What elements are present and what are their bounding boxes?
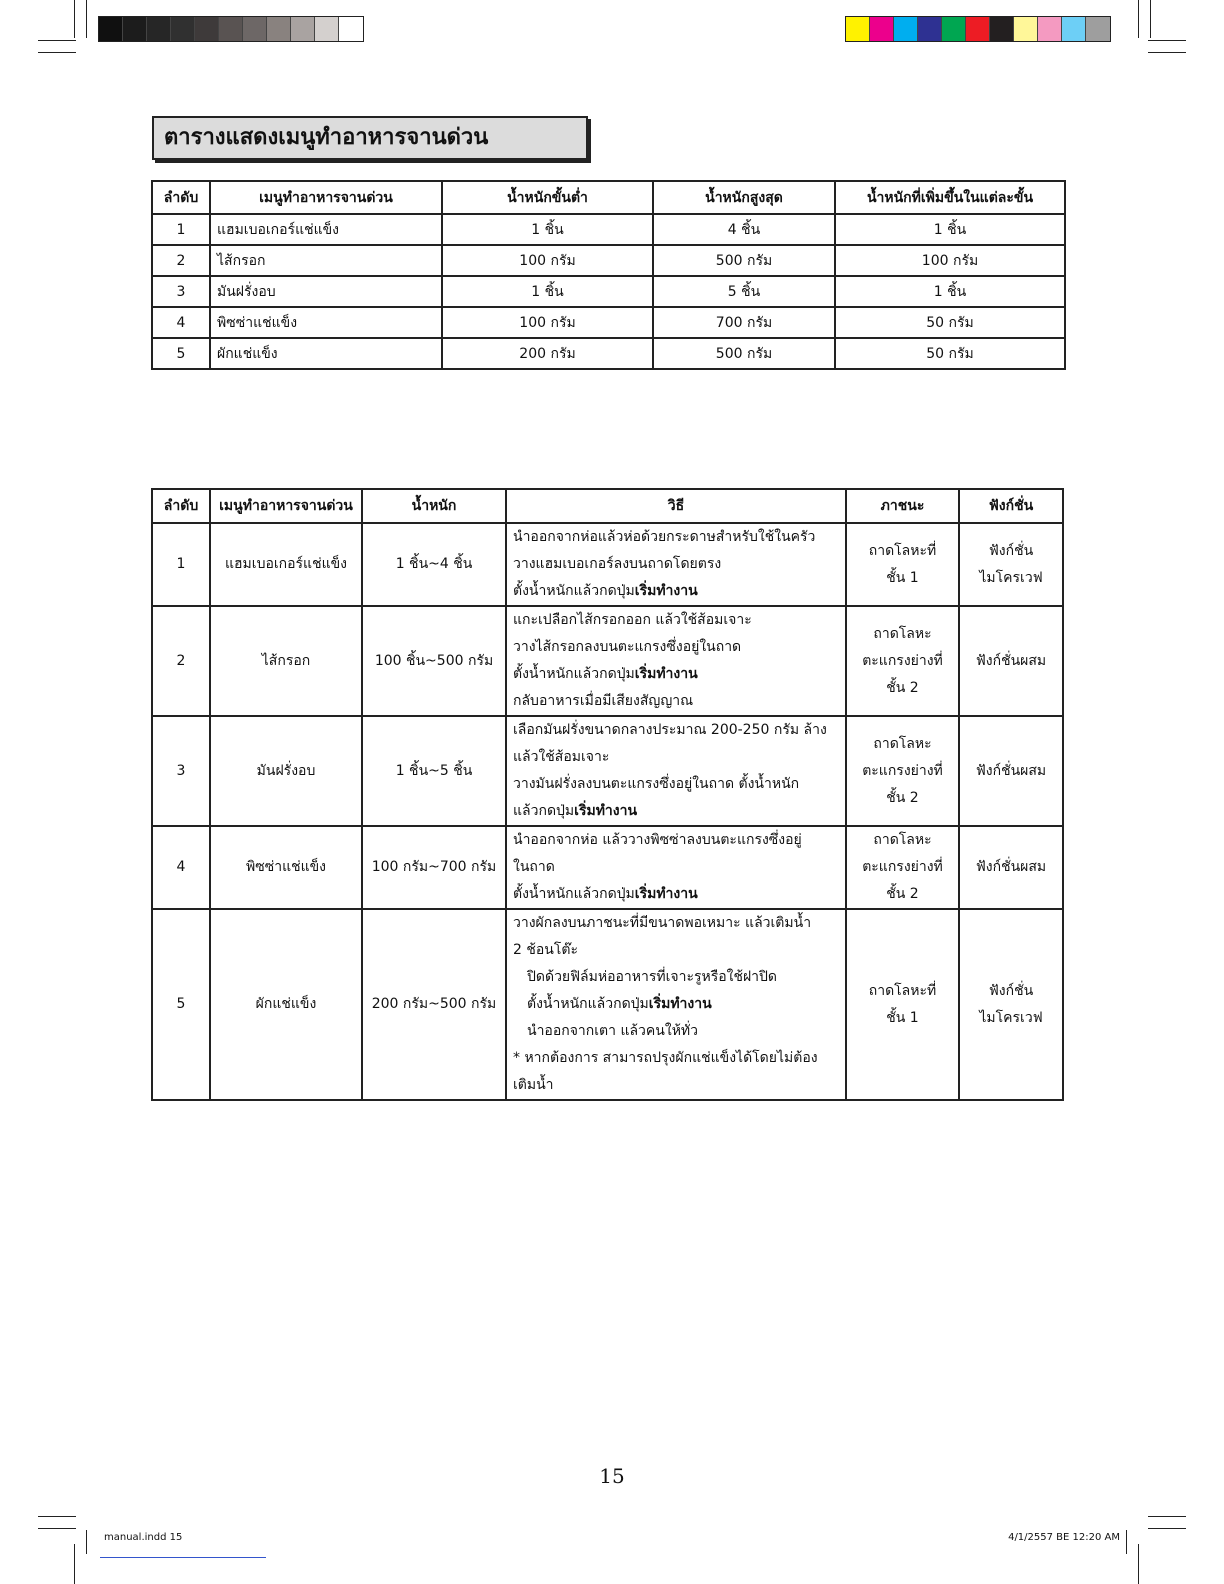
max-weight: 700 กรัม <box>653 307 835 338</box>
table-row <box>152 307 1065 338</box>
function-cell <box>959 909 1063 1100</box>
column-header: น้ำหนัก <box>362 489 506 523</box>
row-number: 4 <box>152 307 210 338</box>
color-swatch <box>171 17 195 41</box>
row-number: 2 <box>152 606 210 716</box>
color-swatch <box>1038 17 1062 41</box>
vessel-line: ชั้น 2 <box>886 789 919 806</box>
method-cell <box>506 909 846 1100</box>
method-line: ในถาด <box>513 859 555 875</box>
column-header: น้ำหนักสูงสุด <box>653 181 835 214</box>
table-row <box>152 826 1063 909</box>
footer-underline <box>100 1557 266 1558</box>
vessel-cell <box>846 826 959 909</box>
function-cell: ฟังก์ชั่นผสม <box>959 716 1063 826</box>
menu-name: พิซซ่าแช่แข็ง <box>210 307 442 338</box>
color-swatch <box>267 17 291 41</box>
vessel-line: ชั้น 1 <box>886 569 919 586</box>
weight-range: 200 กรัม~500 กรัม <box>362 909 506 1100</box>
color-swatch <box>846 17 870 41</box>
method-line: 2 ช้อนโต๊ะ <box>513 942 578 958</box>
column-header: น้ำหนักขั้นต่ำ <box>442 181 653 214</box>
method-line: นำออกจากเตา แล้วคนให้ทั่ว <box>527 1023 699 1039</box>
vessel-cell <box>846 606 959 716</box>
color-swatch <box>195 17 219 41</box>
method-cell <box>506 523 846 606</box>
table-row <box>152 338 1065 369</box>
menu-name: แฮมเบอเกอร์แช่แข็ง <box>210 523 362 606</box>
color-swatch <box>894 17 918 41</box>
color-swatch <box>942 17 966 41</box>
row-number: 2 <box>152 245 210 276</box>
method-line: * หากต้องการ สามารถปรุงผักแช่แข็งได้โดยไม่ต้อง <box>513 1050 818 1066</box>
color-swatch <box>990 17 1014 41</box>
footer-timestamp: 4/1/2557 BE 12:20 AM <box>1008 1532 1120 1543</box>
method-line: ตั้งน้ำหนักแล้วกดปุ่มเริ่มทำงาน <box>527 996 712 1012</box>
vessel-line: ถาดโลหะ <box>873 625 932 642</box>
function-line: ฟังก์ชั่น <box>988 982 1034 999</box>
start-label: เริ่มทำงาน <box>634 666 698 682</box>
function-line: ไมโครเวฟ <box>979 1009 1043 1026</box>
row-number: 5 <box>152 909 210 1100</box>
start-label: เริ่มทำงาน <box>574 803 638 819</box>
method-line: วางผักลงบนภาชนะที่มีขนาดพอเหมาะ แล้วเติมน้ำ <box>513 915 812 931</box>
table-row <box>152 523 1063 606</box>
row-number: 1 <box>152 214 210 245</box>
color-swatch <box>219 17 243 41</box>
min-weight: 100 กรัม <box>442 245 653 276</box>
vessel-line: ชั้น 1 <box>886 1009 919 1026</box>
function-cell: ฟังก์ชั่นผสม <box>959 826 1063 909</box>
function-cell <box>959 523 1063 606</box>
method-line: ตั้งน้ำหนักแล้วกดปุ่มเริ่มทำงาน <box>513 886 698 902</box>
table-row <box>152 606 1063 716</box>
method-line: เติมน้ำ <box>513 1077 554 1093</box>
weight-range: 100 กรัม~700 กรัม <box>362 826 506 909</box>
color-swatch <box>966 17 990 41</box>
function-line: ฟังก์ชั่น <box>988 542 1034 559</box>
method-cell <box>506 716 846 826</box>
color-calibration-bar <box>845 16 1111 42</box>
start-label: เริ่มทำงาน <box>648 996 712 1012</box>
weight-step: 50 กรัม <box>835 307 1065 338</box>
quick-menu-weight-table <box>151 180 1066 370</box>
weight-step: 100 กรัม <box>835 245 1065 276</box>
table-row <box>152 276 1065 307</box>
page-title: ตารางแสดงเมนูทำอาหารจานด่วน <box>152 116 588 160</box>
weight-range: 1 ชิ้น~5 ชิ้น <box>362 716 506 826</box>
vessel-line: ถาดโลหะที่ <box>868 542 937 559</box>
method-cell <box>506 826 846 909</box>
footer-filename: manual.indd 15 <box>104 1532 183 1543</box>
page-number: 15 <box>599 1464 625 1488</box>
method-line: แล้วใช้ส้อมเจาะ <box>513 749 610 765</box>
function-line: ไมโครเวฟ <box>979 569 1043 586</box>
min-weight: 1 ชิ้น <box>442 214 653 245</box>
method-line: เลือกมันฝรั่งขนาดกลางประมาณ 200-250 กรัม ล้าง <box>513 722 827 738</box>
weight-range: 100 ชิ้น~500 กรัม <box>362 606 506 716</box>
start-label: เริ่มทำงาน <box>634 886 698 902</box>
vessel-line: ถาดโลหะ <box>873 735 932 752</box>
color-swatch <box>1062 17 1086 41</box>
method-line: วางมันฝรั่งลงบนตะแกรงซึ่งอยู่ในถาด ตั้งน้ำหนัก <box>513 776 800 792</box>
max-weight: 4 ชิ้น <box>653 214 835 245</box>
vessel-line: ถาดโลหะที่ <box>868 982 937 999</box>
menu-name: ผักแช่แข็ง <box>210 338 442 369</box>
max-weight: 500 กรัม <box>653 245 835 276</box>
color-swatch <box>339 17 363 41</box>
method-line: กลับอาหารเมื่อมีเสียงสัญญาณ <box>513 693 694 709</box>
method-line: แกะเปลือกไส้กรอกออก แล้วใช้ส้อมเจาะ <box>513 612 752 628</box>
column-header: วิธี <box>506 489 846 523</box>
min-weight: 200 กรัม <box>442 338 653 369</box>
max-weight: 5 ชิ้น <box>653 276 835 307</box>
weight-range: 1 ชิ้น~4 ชิ้น <box>362 523 506 606</box>
method-line: นำออกจากห่อ แล้ววางพิซซ่าลงบนตะแกรงซึ่งอยู่ <box>513 832 802 848</box>
color-swatch <box>1086 17 1110 41</box>
table-row <box>152 716 1063 826</box>
row-number: 3 <box>152 276 210 307</box>
table-row <box>152 245 1065 276</box>
color-swatch <box>918 17 942 41</box>
quick-menu-method-table <box>151 488 1064 1101</box>
column-header: ฟังก์ชั่น <box>959 489 1063 523</box>
column-header: เมนูทำอาหารจานด่วน <box>210 181 442 214</box>
menu-name: แฮมเบอเกอร์แช่แข็ง <box>210 214 442 245</box>
table-row <box>152 214 1065 245</box>
column-header: เมนูทำอาหารจานด่วน <box>210 489 362 523</box>
vessel-line: ชั้น 2 <box>886 886 919 902</box>
color-swatch <box>291 17 315 41</box>
vessel-line: ตะแกรงย่างที่ <box>862 762 943 779</box>
row-number: 4 <box>152 826 210 909</box>
color-swatch <box>315 17 339 41</box>
start-label: เริ่มทำงาน <box>634 583 698 599</box>
column-header: ลำดับ <box>152 489 210 523</box>
method-line: วางไส้กรอกลงบนตะแกรงซึ่งอยู่ในถาด <box>513 639 742 655</box>
table-header-row <box>152 489 1063 523</box>
vessel-cell <box>846 716 959 826</box>
menu-name: มันฝรั่งอบ <box>210 276 442 307</box>
vessel-cell <box>846 909 959 1100</box>
column-header: น้ำหนักที่เพิ่มขึ้นในแต่ละขั้น <box>835 181 1065 214</box>
method-line: นำออกจากห่อแล้วห่อด้วยกระดาษสำหรับใช้ในครัว <box>513 529 816 545</box>
vessel-line: ชั้น 2 <box>886 679 919 696</box>
vessel-cell <box>846 523 959 606</box>
method-line: แล้วกดปุ่มเริ่มทำงาน <box>513 803 638 819</box>
menu-name: ไส้กรอก <box>210 245 442 276</box>
method-line: ตั้งน้ำหนักแล้วกดปุ่มเริ่มทำงาน <box>513 666 698 682</box>
method-line: ตั้งน้ำหนักแล้วกดปุ่มเริ่มทำงาน <box>513 583 698 599</box>
color-swatch <box>243 17 267 41</box>
menu-name: พิซซ่าแช่แข็ง <box>210 826 362 909</box>
weight-step: 50 กรัม <box>835 338 1065 369</box>
function-cell: ฟังก์ชั่นผสม <box>959 606 1063 716</box>
vessel-line: ตะแกรงย่างที่ <box>862 859 943 875</box>
color-swatch <box>147 17 171 41</box>
method-cell <box>506 606 846 716</box>
color-swatch <box>123 17 147 41</box>
menu-name: ผักแช่แข็ง <box>210 909 362 1100</box>
column-header: ลำดับ <box>152 181 210 214</box>
weight-step: 1 ชิ้น <box>835 214 1065 245</box>
min-weight: 100 กรัม <box>442 307 653 338</box>
max-weight: 500 กรัม <box>653 338 835 369</box>
method-line: ปิดด้วยฟิล์มห่ออาหารที่เจาะรูหรือใช้ฝาปิด <box>527 969 778 985</box>
row-number: 3 <box>152 716 210 826</box>
color-swatch <box>99 17 123 41</box>
column-header: ภาชนะ <box>846 489 959 523</box>
vessel-line: ตะแกรงย่างที่ <box>862 652 943 669</box>
vessel-line: ถาดโลหะ <box>873 832 932 848</box>
color-swatch <box>1014 17 1038 41</box>
table-header-row <box>152 181 1065 214</box>
method-line: วางแฮมเบอเกอร์ลงบนถาดโดยตรง <box>513 556 722 572</box>
gray-calibration-bar <box>98 16 364 42</box>
weight-step: 1 ชิ้น <box>835 276 1065 307</box>
menu-name: มันฝรั่งอบ <box>210 716 362 826</box>
table-row <box>152 909 1063 1100</box>
min-weight: 1 ชิ้น <box>442 276 653 307</box>
color-swatch <box>870 17 894 41</box>
menu-name: ไส้กรอก <box>210 606 362 716</box>
row-number: 1 <box>152 523 210 606</box>
row-number: 5 <box>152 338 210 369</box>
